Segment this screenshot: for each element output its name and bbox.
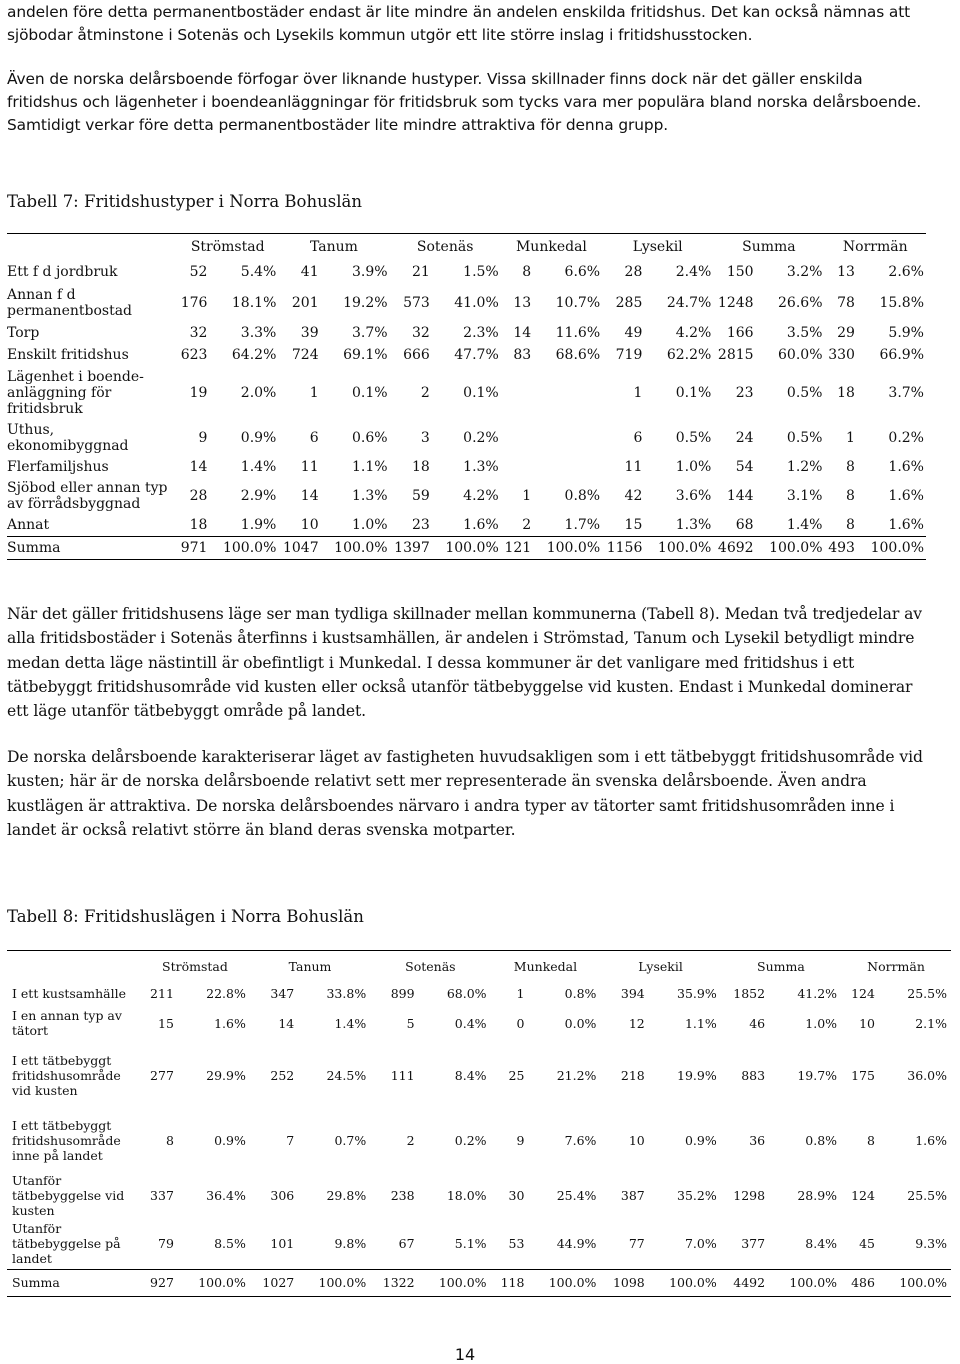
row-label: Summa: [7, 536, 177, 559]
percent-cell: 100.0%: [217, 536, 278, 559]
percent-cell: 3.7%: [351, 325, 388, 341]
percent-cell: 3.5%: [786, 325, 823, 341]
percent-cell: 62.2%: [666, 347, 712, 363]
percent-cell: 0.0%: [564, 1015, 597, 1031]
count-cell: 1: [309, 385, 319, 401]
count-cell: 124: [851, 985, 875, 1001]
count-cell: 30: [508, 1187, 525, 1203]
table7: [7, 233, 926, 560]
table-row: [7, 1171, 951, 1219]
count-cell: 41: [300, 264, 319, 280]
count-cell: 10: [300, 516, 319, 533]
percent-cell: 41.2%: [797, 985, 838, 1001]
percent-cell: 0.7%: [334, 1132, 367, 1148]
paragraph-intro-1: andelen före detta permanentbostäder endast är lite mindre än andelen enskilda fritidshus. Det kan också nämnas att sjöbodar åtminstone i Sotenäs och Lysekils kommun utgör ett lite större inslag i fritidshusstocken.: [7, 3, 911, 44]
count-cell: 118: [491, 1269, 533, 1296]
percent-cell: 4.2%: [463, 488, 499, 504]
percent-cell: 2.4%: [675, 264, 712, 280]
count-cell: 1: [516, 985, 525, 1001]
percent-cell: 3.1%: [786, 488, 823, 504]
count-cell: 8: [846, 459, 855, 475]
percent-cell: 0.9%: [684, 1132, 717, 1148]
percent-cell: 19.7%: [797, 1067, 838, 1083]
table7-column-header: Munkedal: [501, 234, 602, 261]
count-cell: 1298: [733, 1187, 766, 1203]
percent-cell: 5.1%: [454, 1236, 487, 1252]
count-cell: 144: [726, 488, 754, 504]
percent-cell: 2.9%: [240, 488, 277, 504]
table8-column-header: Lysekil: [600, 951, 720, 982]
table8-column-header: Strömstad: [140, 951, 250, 982]
percent-cell: 1.3%: [463, 459, 499, 475]
percent-cell: 100.0%: [532, 1269, 600, 1296]
percent-cell: 0.6%: [351, 430, 388, 446]
count-cell: 15: [624, 516, 643, 533]
percent-cell: 0.5%: [675, 430, 712, 446]
count-cell: 4692: [713, 536, 763, 559]
count-cell: 1098: [600, 1269, 652, 1296]
percent-cell: 2.6%: [888, 264, 924, 280]
count-cell: 377: [741, 1236, 766, 1252]
count-cell: 46: [749, 1015, 766, 1031]
table8-column-header: Norrmän: [841, 951, 951, 982]
count-cell: 6: [633, 430, 643, 446]
percent-cell: 28.9%: [797, 1187, 838, 1203]
count-cell: 387: [620, 1187, 645, 1203]
table8-header-corner: [7, 951, 140, 982]
count-cell: 486: [841, 1269, 883, 1296]
percent-cell: 25.5%: [907, 985, 947, 1001]
count-cell: 2815: [717, 347, 754, 363]
count-cell: 67: [398, 1236, 415, 1252]
table8-header-row: [7, 951, 951, 982]
percent-cell: 0.8%: [805, 1132, 838, 1148]
count-cell: 666: [403, 347, 430, 363]
row-label: Ett f d jordbruk: [7, 264, 118, 280]
table8-column-header: Summa: [721, 951, 841, 982]
count-cell: 2: [406, 1132, 415, 1148]
percent-cell: 8.4%: [805, 1236, 838, 1252]
count-cell: 18: [189, 516, 208, 533]
percent-cell: 9.8%: [334, 1236, 367, 1252]
count-cell: 150: [726, 264, 754, 280]
table-row: [7, 514, 926, 536]
count-cell: 79: [158, 1236, 174, 1252]
count-cell: 899: [390, 985, 415, 1001]
row-label: Lägenhet i boende-anläggning för fritidsbruk: [7, 369, 144, 417]
count-cell: 25: [508, 1067, 525, 1083]
count-cell: 52: [189, 264, 208, 280]
percent-cell: 100.0%: [883, 1269, 951, 1296]
count-cell: 8: [522, 264, 532, 280]
count-cell: 277: [150, 1067, 174, 1083]
percent-cell: 0.2%: [454, 1132, 487, 1148]
page-number: 14: [454, 1345, 476, 1364]
count-cell: 724: [291, 347, 319, 363]
percent-cell: 100.0%: [423, 1269, 491, 1296]
percent-cell: 24.5%: [326, 1067, 367, 1083]
percent-cell: 10.7%: [555, 295, 601, 311]
count-cell: 11: [300, 459, 319, 475]
table8-column-header: Sotenäs: [370, 951, 490, 982]
count-cell: 285: [615, 295, 643, 311]
percent-cell: 18.0%: [446, 1187, 487, 1203]
count-cell: 3: [420, 430, 430, 446]
row-label: Annat: [7, 516, 50, 533]
count-cell: 53: [508, 1236, 525, 1252]
count-cell: 36: [749, 1132, 766, 1148]
percent-cell: 100.0%: [865, 536, 926, 559]
count-cell: 4492: [721, 1269, 773, 1296]
percent-cell: 1.0%: [351, 516, 388, 533]
count-cell: 211: [150, 985, 174, 1001]
count-cell: 14: [278, 1015, 295, 1031]
percent-cell: 0.2%: [888, 430, 924, 446]
percent-cell: 29.8%: [326, 1187, 367, 1203]
percent-cell: 1.0%: [805, 1015, 838, 1031]
table7-column-header: Norrmän: [825, 234, 927, 261]
percent-cell: 0.1%: [463, 385, 499, 401]
count-cell: 175: [851, 1067, 875, 1083]
percent-cell: 24.7%: [666, 295, 712, 311]
table-row: [7, 322, 926, 344]
count-cell: 201: [291, 295, 319, 311]
percent-cell: 7.6%: [564, 1132, 597, 1148]
percent-cell: 1.6%: [888, 459, 924, 475]
count-cell: 6: [309, 430, 319, 446]
percent-cell: 1.4%: [240, 459, 277, 475]
percent-cell: 1.4%: [786, 516, 823, 533]
percent-cell: 100.0%: [440, 536, 501, 559]
count-cell: 347: [270, 985, 295, 1001]
count-cell: 28: [624, 264, 643, 280]
count-cell: 1322: [370, 1269, 422, 1296]
percent-cell: 100.0%: [653, 1269, 721, 1296]
table7-column-header: Summa: [713, 234, 824, 261]
count-cell: 19: [189, 385, 208, 401]
percent-cell: 1.6%: [888, 516, 924, 533]
row-label: I ett tätbebyggt fritidshusområde inne på landet: [12, 1117, 121, 1163]
percent-cell: 47.7%: [454, 347, 499, 363]
percent-cell: 7.0%: [684, 1236, 717, 1252]
percent-cell: 1.5%: [463, 264, 499, 280]
table8: [7, 950, 951, 1297]
percent-cell: 100.0%: [541, 536, 602, 559]
percent-cell: 100.0%: [329, 536, 390, 559]
count-cell: 14: [300, 488, 319, 504]
count-cell: 9: [198, 430, 208, 446]
percent-cell: 29.9%: [206, 1067, 246, 1083]
percent-cell: 1.7%: [564, 516, 601, 533]
percent-cell: 100.0%: [773, 1269, 841, 1296]
percent-cell: 1.4%: [334, 1015, 367, 1031]
count-cell: 493: [825, 536, 865, 559]
count-cell: 1852: [733, 985, 766, 1001]
count-cell: 330: [828, 347, 855, 363]
percent-cell: 44.9%: [556, 1236, 597, 1252]
count-cell: 121: [501, 536, 541, 559]
percent-cell: 8.4%: [454, 1067, 487, 1083]
count-cell: 306: [270, 1187, 295, 1203]
percent-cell: 66.9%: [879, 347, 924, 363]
percent-cell: [541, 366, 602, 420]
percent-cell: 1.9%: [240, 516, 277, 533]
row-label: Flerfamiljshus: [7, 459, 109, 475]
count-cell: 13: [513, 295, 532, 311]
percent-cell: 0.8%: [564, 985, 597, 1001]
count-cell: 21: [411, 264, 430, 280]
table7-column-header: Lysekil: [602, 234, 713, 261]
table8-column-header: Munkedal: [491, 951, 601, 982]
percent-cell: 2.1%: [915, 1015, 947, 1031]
percent-cell: 3.7%: [888, 385, 924, 401]
count-cell: 77: [628, 1236, 645, 1252]
percent-cell: 25.4%: [556, 1187, 597, 1203]
percent-cell: 22.8%: [206, 985, 246, 1001]
count-cell: 10: [628, 1132, 645, 1148]
count-cell: 12: [628, 1015, 645, 1031]
percent-cell: 9.3%: [915, 1236, 947, 1252]
count-cell: 394: [620, 985, 645, 1001]
percent-cell: 3.3%: [240, 325, 277, 341]
count-cell: 54: [735, 459, 754, 475]
count-cell: [501, 456, 541, 478]
percent-cell: 33.8%: [326, 985, 367, 1001]
count-cell: 14: [513, 325, 532, 341]
table7-header-corner: [7, 234, 177, 261]
table7-column-header: Sotenäs: [390, 234, 501, 261]
percent-cell: 1.3%: [675, 516, 712, 533]
percent-cell: 3.9%: [351, 264, 388, 280]
paragraph-body-1: När det gäller fritidshusens läge ser man tydliga skillnader mellan kommunerna (Tabell 8). Medan två tredjedelar av alla fritidsbostäder i Sotenäs återfinns i kustsamhällen, är andelen i Strömstad, Tanum och Lysekil betydligt mindre medan detta läge nästintill är obefintligt i Munkedal. I dessa kommuner är det vanligare med fritidshus i ett tätbebyggt fritidshusområde vid kusten eller också utanför tätbebyggelse vid kusten. Endast i Munkedal dominerar ett läge utanför tätbebyggt område på landet.: [7, 605, 922, 721]
table-row: [7, 284, 926, 322]
count-cell: 1397: [390, 536, 440, 559]
percent-cell: 69.1%: [343, 347, 388, 363]
percent-cell: 26.6%: [778, 295, 823, 311]
count-cell: 49: [624, 325, 643, 341]
row-label: Summa: [7, 1269, 140, 1296]
count-cell: 1: [846, 430, 855, 446]
count-cell: [501, 366, 541, 420]
percent-cell: 36.4%: [206, 1187, 246, 1203]
count-cell: 15: [158, 1015, 174, 1031]
percent-cell: 19.9%: [677, 1067, 717, 1083]
percent-cell: 100.0%: [302, 1269, 370, 1296]
percent-cell: 3.2%: [786, 264, 823, 280]
count-cell: 1: [522, 488, 532, 504]
table-row: [7, 420, 926, 456]
count-cell: 573: [403, 295, 430, 311]
percent-cell: 4.2%: [675, 325, 712, 341]
percent-cell: 68.6%: [555, 347, 601, 363]
count-cell: 8: [846, 488, 855, 504]
percent-cell: 1.2%: [786, 459, 823, 475]
percent-cell: 0.1%: [351, 385, 388, 401]
row-label: I ett tätbebyggt fritidshusområde vid kusten: [12, 1052, 121, 1098]
count-cell: 1047: [278, 536, 328, 559]
percent-cell: 36.0%: [907, 1067, 947, 1083]
table-row: [7, 981, 951, 1005]
count-cell: 28: [189, 488, 208, 504]
count-cell: [501, 420, 541, 456]
percent-cell: 18.1%: [231, 295, 277, 311]
paragraph-intro-2: Även de norska delårsboende förfogar över liknande hustyper. Vissa skillnader finns dock när det gäller enskilda fritidshus och lägenheter i boendeanläggningar för fritidsbruk som tycks vara mer populära bland norska delårsboende. Samtidigt verkar före detta permanentbostäder lite mindre attraktiva för denna grupp.: [7, 70, 922, 134]
table8-column-header: Tanum: [250, 951, 370, 982]
percent-cell: 1.6%: [915, 1132, 947, 1148]
row-label: Annan f d permanentbostad: [7, 287, 133, 319]
count-cell: 45: [859, 1236, 875, 1252]
percent-cell: 6.6%: [564, 264, 601, 280]
percent-cell: 0.4%: [454, 1015, 487, 1031]
count-cell: 24: [735, 430, 754, 446]
table7-caption: Tabell 7: Fritidshustyper i Norra Bohuslän: [7, 192, 362, 211]
table7-header-row: [7, 234, 926, 261]
row-label: I en annan typ av tätort: [12, 1008, 122, 1038]
table-row: [7, 344, 926, 366]
percent-cell: 41.0%: [454, 295, 499, 311]
table-row: [7, 260, 926, 284]
percent-cell: 15.8%: [879, 295, 924, 311]
count-cell: 719: [615, 347, 643, 363]
row-label: Utanför tätbebyggelse vid kusten: [12, 1172, 125, 1218]
count-cell: 238: [390, 1187, 415, 1203]
table8-caption: Tabell 8: Fritidshuslägen i Norra Bohuslän: [7, 907, 364, 926]
table-row: [7, 1109, 951, 1171]
table7-total-row: [7, 536, 926, 559]
percent-cell: 3.6%: [675, 488, 712, 504]
count-cell: 11: [624, 459, 643, 475]
percent-cell: 1.1%: [684, 1015, 717, 1031]
count-cell: 39: [300, 325, 319, 341]
count-cell: 1248: [717, 295, 754, 311]
percent-cell: [541, 420, 602, 456]
percent-cell: 1.3%: [351, 488, 388, 504]
count-cell: 9: [516, 1132, 525, 1148]
count-cell: 0: [516, 1015, 525, 1031]
table-row: [7, 456, 926, 478]
table-row: [7, 1041, 951, 1109]
percent-cell: 0.9%: [240, 430, 277, 446]
percent-cell: 0.5%: [786, 430, 823, 446]
count-cell: 623: [180, 347, 208, 363]
count-cell: 68: [735, 516, 754, 533]
count-cell: 2: [522, 516, 532, 533]
percent-cell: 0.8%: [564, 488, 601, 504]
count-cell: 83: [513, 347, 532, 363]
count-cell: 10: [859, 1015, 875, 1031]
count-cell: 29: [837, 325, 855, 341]
percent-cell: 100.0%: [182, 1269, 250, 1296]
paragraph-body-2: De norska delårsboende karakteriserar läget av fastigheten huvudsakligen som i ett tätbebyggt fritidshusområde vid kusten; här är de norska delårsboende relativt sett mer representerade än svenska delårsboende. Även andra kustlägen är attraktiva. De norska delårsboendes närvaro i andra typer av tätorter samt fritidshusområden inne i landet är också relativt större än bland deras svenska motparter.: [7, 748, 923, 839]
percent-cell: 2.3%: [463, 325, 499, 341]
count-cell: 927: [140, 1269, 182, 1296]
percent-cell: 35.2%: [677, 1187, 717, 1203]
percent-cell: 1.1%: [351, 459, 388, 475]
count-cell: 59: [411, 488, 430, 504]
row-label: Sjöbod eller annan typ av förrådsbyggnad: [7, 480, 168, 512]
table-row: [7, 1005, 951, 1041]
count-cell: 32: [411, 325, 430, 341]
table8-total-row: [7, 1269, 951, 1296]
percent-cell: 2.0%: [240, 385, 277, 401]
count-cell: 13: [837, 264, 855, 280]
count-cell: 883: [741, 1067, 766, 1083]
percent-cell: 64.2%: [231, 347, 277, 363]
percent-cell: 1.6%: [463, 516, 499, 533]
percent-cell: 8.5%: [214, 1236, 246, 1252]
count-cell: 218: [620, 1067, 645, 1083]
count-cell: 8: [867, 1132, 875, 1148]
count-cell: 78: [837, 295, 855, 311]
percent-cell: 19.2%: [343, 295, 388, 311]
count-cell: 32: [189, 325, 208, 341]
count-cell: 252: [270, 1067, 295, 1083]
count-cell: 124: [851, 1187, 875, 1203]
row-label: Utanför tätbebyggelse på landet: [12, 1221, 121, 1267]
count-cell: 42: [624, 488, 643, 504]
row-label: I ett kustsamhälle: [12, 985, 127, 1001]
percent-cell: 25.5%: [907, 1187, 947, 1203]
percent-cell: 35.9%: [677, 985, 717, 1001]
table-row: [7, 366, 926, 420]
percent-cell: 100.0%: [652, 536, 713, 559]
count-cell: 971: [177, 536, 217, 559]
percent-cell: 0.2%: [463, 430, 499, 446]
count-cell: 7: [286, 1132, 295, 1148]
count-cell: 1027: [250, 1269, 302, 1296]
count-cell: 337: [150, 1187, 174, 1203]
count-cell: 14: [189, 459, 208, 475]
count-cell: 18: [837, 385, 855, 401]
percent-cell: 5.4%: [240, 264, 277, 280]
percent-cell: 5.9%: [888, 325, 924, 341]
count-cell: 8: [165, 1132, 174, 1148]
percent-cell: 1.0%: [675, 459, 712, 475]
count-cell: 2: [420, 385, 430, 401]
count-cell: 5: [406, 1015, 415, 1031]
percent-cell: 0.5%: [786, 385, 823, 401]
count-cell: 23: [411, 516, 430, 533]
row-label: Uthus, ekonomibyggnad: [7, 422, 129, 454]
percent-cell: 100.0%: [764, 536, 825, 559]
percent-cell: 11.6%: [555, 325, 601, 341]
count-cell: 23: [735, 385, 754, 401]
table-row: [7, 1219, 951, 1269]
count-cell: 1: [633, 385, 643, 401]
percent-cell: 21.2%: [556, 1067, 597, 1083]
percent-cell: [541, 456, 602, 478]
count-cell: 176: [180, 295, 208, 311]
count-cell: 111: [390, 1067, 415, 1083]
percent-cell: 68.0%: [446, 985, 487, 1001]
table7-column-header: Strömstad: [177, 234, 278, 261]
percent-cell: 60.0%: [778, 347, 823, 363]
count-cell: 8: [846, 516, 855, 533]
percent-cell: 0.9%: [214, 1132, 246, 1148]
row-label: Torp: [7, 325, 40, 341]
count-cell: 166: [726, 325, 754, 341]
count-cell: 1156: [602, 536, 652, 559]
table7-column-header: Tanum: [278, 234, 389, 261]
percent-cell: 1.6%: [888, 488, 924, 504]
row-label: Enskilt fritidshus: [7, 347, 129, 363]
count-cell: 18: [411, 459, 430, 475]
percent-cell: 0.1%: [675, 385, 712, 401]
count-cell: 101: [270, 1236, 295, 1252]
percent-cell: 1.6%: [214, 1015, 246, 1031]
table-row: [7, 478, 926, 514]
